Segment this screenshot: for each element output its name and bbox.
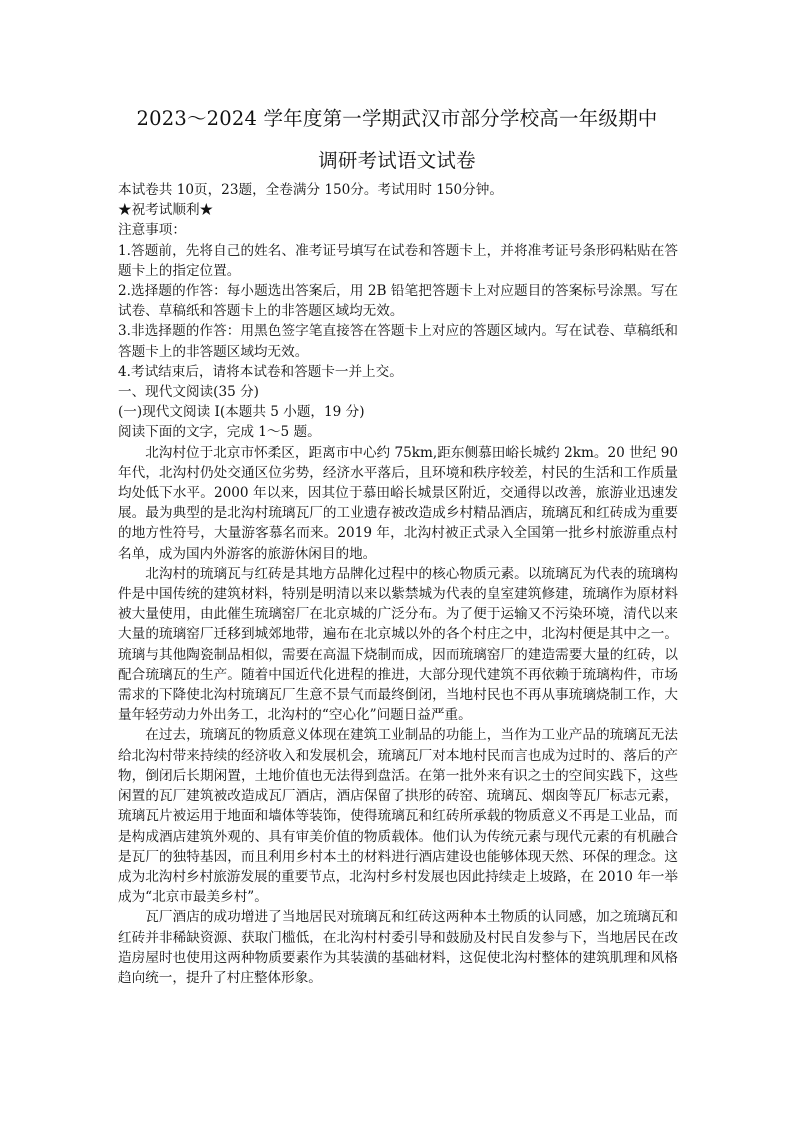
exam-title-line1: 2023～2024 学年度第一学期武汉市部分学校高一年级期中 xyxy=(136,107,658,130)
exam-content xyxy=(118,180,678,988)
subsection-heading: (一)现代文阅读 I(本题共 5 小题，19 分) xyxy=(118,404,365,421)
notice-item-3: 3.非选择题的作答：用黑色签字笔直接答在答题卡上对应的答题区域内。写在试卷、草稿纸和答题卡上的非答题区域均无效。 xyxy=(118,323,678,360)
passage-paragraph-4: 瓦厂酒店的成功增进了当地居民对琉璃瓦和红砖这两种本土物质的认同感，加之琉璃瓦和红砖并非稀缺资源、获取门槛低，在北沟村村委引导和鼓励及村民自发参与下，当地居民在改造房屋时也使用这两种物质要素作为其装潢的基础材料，这促使北沟村整体的建筑肌理和风格趋向统一，提升了村庄整体形象。 xyxy=(118,909,678,986)
passage-paragraph-1: 北沟村位于北京市怀柔区，距离市中心约 75km,距东侧慕田峪长城约 2km。20 世纪 90 年代，北沟村仍处交通区位劣势，经济水平落后，且环境和秩序较差，村民的生活和工作质量均处低下水平。2000 年以来，因其位于慕田峪长城景区附近，交通得以改善，旅游业迅速发展。最为典型的是北沟村琉璃瓦厂的工业遗存被改造成乡村精品酒店，琉璃瓦和红砖成为重要的地方性符号，大量游客慕名而来。2019 年，北沟村被正式录入全国第一批乡村旅游重点村名单，成为国内外游客的旅游休闲目的地。 xyxy=(118,444,678,562)
exam-info: 本试卷共 10页，23题，全卷满分 150分。考试用时 150分钟。 xyxy=(118,182,503,198)
notice-heading: 注意事项： xyxy=(118,222,186,239)
good-luck-line: ★祝考试顺利★ xyxy=(118,202,214,219)
reading-instruction: 阅读下面的文字，完成 1～5 题。 xyxy=(118,424,321,441)
notice-item-1: 1.答题前，先将自己的姓名、准考证号填写在试卷和答题卡上，并将准考证号条形码粘贴在答题卡上的指定位置。 xyxy=(118,242,678,279)
exam-title-line2: 调研考试语文试卷 xyxy=(318,149,476,172)
passage-paragraph-2: 北沟村的琉璃瓦与红砖是其地方品牌化过程中的核心物质元素。以琉璃瓦为代表的琉璃构件是中国传统的建筑材料，特别是明清以来以紫禁城为代表的皇室建筑修建，琉璃作为原材料被大量使用，由此催生琉璃窑厂在北京城的广泛分布。为了便于运输又不污染环境，清代以来大量的琉璃窑厂迁移到城郊地带，遍布在北京城以外的各个村庄之中，北沟村便是其中之一。琉璃与其他陶瓷制品相似，需要在高温下烧制而成，因而琉璃窑厂的建造需要大量的红砖，以配合琉璃瓦的生产。随着中国近代化进程的推进，大部分现代建筑不再依赖于琉璃构件，市场需求的下降使北沟村琉璃瓦厂生意不景气而最终倒闭，当地村民也不再从事琉璃烧制工作，大量年轻劳动力外出务工，北沟村的“空心化”问题日益严重。 xyxy=(118,565,678,724)
passage-paragraph-3: 在过去，琉璃瓦的物质意义体现在建筑工业制品的功能上，当作为工业产品的琉璃瓦无法给北沟村带来持续的经济收入和发展机会，琉璃瓦厂对本地村民而言也成为过时的、落后的产物，倒闭后长期闲置，土地价值也无法得到盘活。在第一批外来有识之士的空间实践下，这些闲置的瓦厂建筑被改造成瓦厂酒店，酒店保留了拱形的砖窑、琉璃瓦、烟囱等瓦厂标志元素，琉璃瓦片被运用于地面和墙体等装饰，使得琉璃瓦和红砖所承载的物质意义不再是工业品，而是构成酒店建筑外观的、具有审美价值的物质载体。他们认为传统元素与现代元素的有机融合是瓦厂的独特基因，而且利用乡村本土的材料进行酒店建设也能够体现天然、环保的理念。这成为北沟村乡村旅游发展的重要节点，北沟村乡村发展也因此持续走上坡路，在 2010 年一举成为“北京市最美乡村”。 xyxy=(118,727,678,906)
section-heading: 一、现代文阅读(35 分) xyxy=(118,384,259,401)
notice-item-4: 4.考试结束后，请将本试卷和答题卡一并上交。 xyxy=(118,363,403,380)
notice-item-2: 2.选择题的作答：每小题选出答案后，用 2B 铅笔把答题卡上对应题目的答案标号涂黑。写在试卷、草稿纸和答题卡上的非答题区域均无效。 xyxy=(118,283,678,320)
